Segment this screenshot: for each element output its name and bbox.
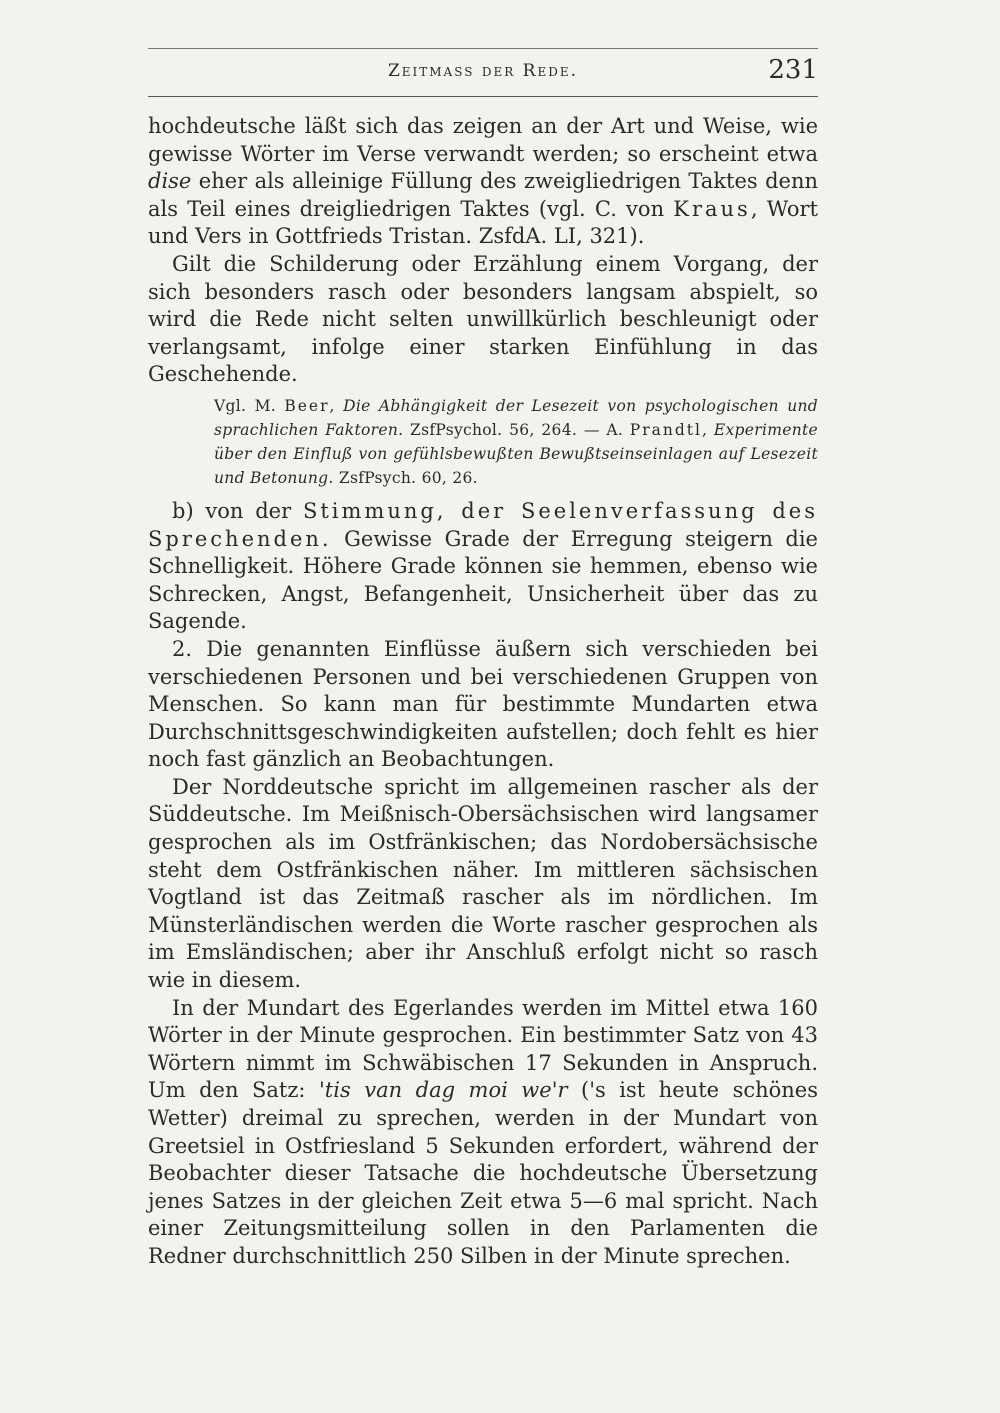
page-number: 231 bbox=[768, 55, 818, 85]
page-header bbox=[148, 48, 818, 85]
paragraph-5: Der Norddeutsche spricht im allgemeinen rascher als der Süddeutsche. Im Meißnisch-Obersächsischen wird langsamer gesprochen als im Ostfränkischen; das Nordobersächsische steht dem Ostfränkischen näher. Im mittleren sächsischen Vogtland ist das Zeitmaß rascher als im nördlichen. Im Münsterländischen werden die Worte rascher gesprochen als im Emsländischen; aber ihr Anschluß erfolgt nicht so rasch wie in diesem. bbox=[148, 774, 818, 993]
body-text bbox=[148, 113, 818, 1271]
paragraph-3: b) von der Stimmung, der Seelenverfassung des Sprechenden. Gewisse Grade der Erregung steigern die Schnelligkeit. Höhere Grade können sie hemmen, ebenso wie Schrecken, Angst, Befangenheit, Unsicherheit über das zu Sagende. bbox=[148, 498, 818, 634]
note-title-1: Die Abhängigkeit der Lesezeit von psychologischen und sprachlichen Faktoren. bbox=[214, 396, 818, 439]
paragraph-6: In der Mundart des Egerlandes werden im Mittel etwa 160 Wörter in der Minute gesprochen. Ein bestimmter Satz von 43 Wörtern nimmt im Schwäbischen 17 Sekunden in Anspruch. Um den Satz: 'tis van dag moi we'r ('s ist heute schönes Wetter) dreimal zu sprechen, werden in der Mundart von Greetsiel in Ostfriesland 5 Sekunden erfordert, während der Beobachter dieser Tatsache die hochdeutsche Übersetzung jenes Satzes in der gleichen Zeit etwa 5—6 mal spricht. Nach einer Zeitungsmitteilung sollen in den Parlamenten die Redner durchschnittlich 250 Silben in der Minute sprechen. bbox=[148, 995, 819, 1268]
italic-word: dise bbox=[148, 169, 192, 194]
author-name: Kraus bbox=[673, 196, 751, 221]
spaced-heading: Stimmung, der Seelenverfassung des Sprechenden. bbox=[148, 498, 818, 551]
note-author-2: Prandtl bbox=[629, 420, 702, 439]
paragraph-2: Gilt die Schilderung oder Erzählung einem Vorgang, der sich besonders rasch oder besonders langsam abspielt, so wird die Rede nicht selten unwillkürlich beschleunigt oder verlangsamt, infolge einer starken Einfühlung in das Geschehende. bbox=[148, 251, 818, 387]
running-title: Zeitmass der Rede. bbox=[387, 61, 579, 81]
dialect-quote: 'tis van dag moi we'r bbox=[319, 1078, 568, 1103]
paragraph-1: hochdeutsche läßt sich das zeigen an der Art und Weise, wie gewisse Wörter im Verse verwandt werden; so erscheint etwa dise eher als alleinige Füllung des zweigliedrigen Taktes denn als Teil eines dreigliedrigen Taktes (vgl. C. von Kraus, Wort und Vers in Gottfrieds Tristan. ZsfdA. LI, 321). bbox=[148, 114, 818, 249]
header-rule bbox=[148, 96, 818, 97]
note-title-2: Experimente über den Einfluß von gefühlsbewußten Bewußtseinseinlagen auf Lesezeit und Betonung. bbox=[214, 420, 818, 487]
footnote-block: Vgl. M. Beer, Die Abhängigkeit der Lesezeit von psychologischen und sprachlichen Faktoren. ZsfPsychol. 56, 264. — A. Prandtl, Experimente über den Einfluß von gefühlsbewußten Bewußtseinseinlagen auf Lesezeit und Betonung. ZsfPsych. 60, 26. bbox=[214, 396, 818, 487]
paragraph-4: 2. Die genannten Einflüsse äußern sich verschieden bei verschiedenen Personen und bei verschiedenen Gruppen von Menschen. So kann man für bestimmte Mundarten etwa Durchschnittsgeschwindigkeiten aufstellen; doch fehlt es hier noch fast gänzlich an Beobachtungen. bbox=[148, 636, 818, 772]
note-author-1: Beer bbox=[284, 396, 330, 415]
